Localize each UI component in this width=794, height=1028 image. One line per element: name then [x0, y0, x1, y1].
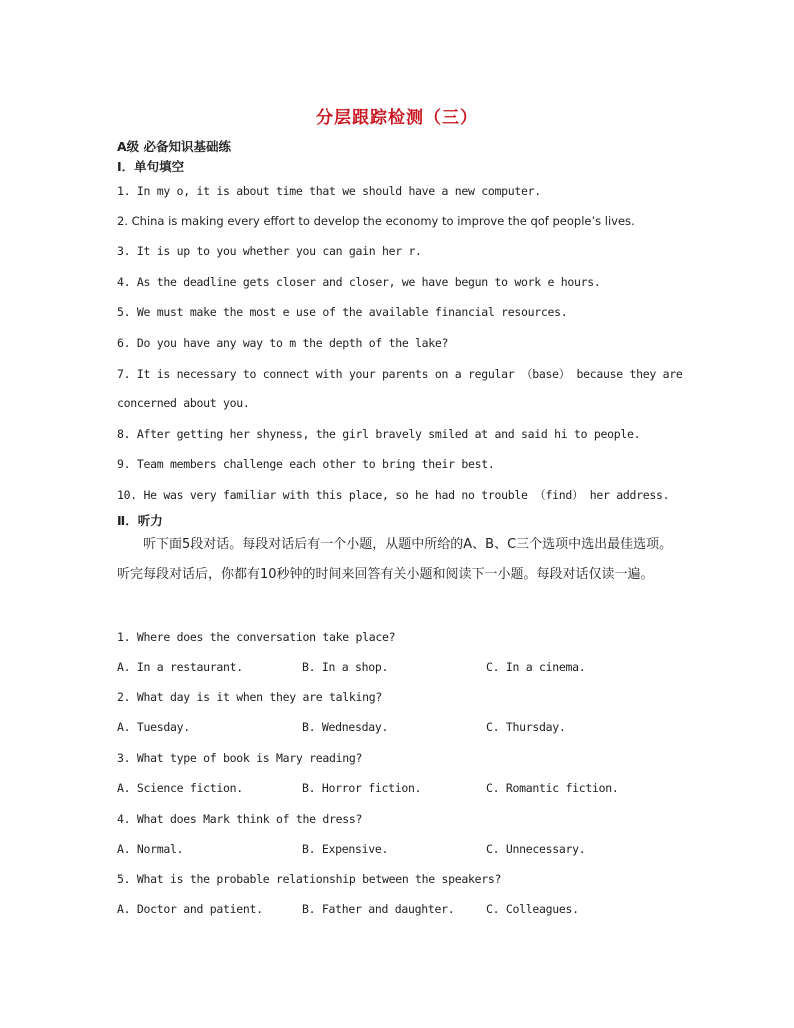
fill-item-3: 3. It is up to you whether you can gain her r. — [117, 244, 422, 258]
fill-item-9: 9. Team members challenge each other to bring their best. — [117, 457, 495, 471]
question-3: 3. What type of book is Mary reading? — [117, 751, 363, 765]
section-2-heading: Ⅱ．听力 — [117, 513, 163, 528]
fill-item-2: 2. China is making every effort to develop the economy to improve the qof people’s lives. — [117, 214, 635, 228]
q3-option-a: A. Science fiction. — [117, 781, 243, 795]
q5-option-a: A. Doctor and patient. — [117, 902, 263, 916]
question-5: 5. What is the probable relationship between the speakers? — [117, 872, 502, 886]
q3-option-c: C. Romantic fiction. — [486, 781, 619, 795]
q5-option-b: B. Father and daughter. — [302, 902, 455, 916]
fill-item-1: 1. In my o, it is about time that we should have a new computer. — [117, 184, 541, 198]
q1-option-a: A. In a restaurant. — [117, 660, 243, 674]
fill-item-10: 10. He was very familiar with this place, so he had no trouble （find） her address. — [117, 488, 670, 502]
q1-option-b: B. In a shop. — [302, 660, 389, 674]
fill-item-6: 6. Do you have any way to m the depth of the lake? — [117, 336, 449, 350]
fill-item-5: 5. We must make the most e use of the available financial resources. — [117, 305, 568, 319]
q5-option-c: C. Colleagues. — [486, 902, 579, 916]
page-title: 分层跟踪检测（三） — [316, 108, 478, 128]
section-1-heading: Ⅰ．单句填空 — [117, 159, 185, 174]
question-1: 1. Where does the conversation take place? — [117, 630, 396, 644]
q1-option-c: C. In a cinema. — [486, 660, 586, 674]
q2-option-b: B. Wednesday. — [302, 720, 389, 734]
q3-option-b: B. Horror fiction. — [302, 781, 422, 795]
fill-item-7-cont: concerned about you. — [117, 396, 250, 410]
question-2: 2. What day is it when they are talking? — [117, 690, 382, 704]
question-4: 4. What does Mark think of the dress? — [117, 812, 363, 826]
fill-item-8: 8. After getting her shyness, the girl bravely smiled at and said hi to people. — [117, 427, 641, 441]
q2-option-c: C. Thursday. — [486, 720, 566, 734]
q4-option-c: C. Unnecessary. — [486, 842, 586, 856]
q4-option-b: B. Expensive. — [302, 842, 389, 856]
listening-instructions: 听下面5段对话。每段对话后有一个小题，从题中所给的A、B、C三个选项中选出最佳选项。听完每段对话后，你都有10秒钟的时间来回答有关小题和阅读下一小题。每段对话仅读一遍。 — [117, 537, 673, 582]
fill-item-7: 7. It is necessary to connect with your parents on a regular （base） because they are — [117, 367, 683, 381]
q4-option-a: A. Normal. — [117, 842, 184, 856]
fill-item-4: 4. As the deadline gets closer and closer, we have begun to work e hours. — [117, 275, 601, 289]
q2-option-a: A. Tuesday. — [117, 720, 190, 734]
level-heading: A级 必备知识基础练 — [117, 139, 232, 154]
